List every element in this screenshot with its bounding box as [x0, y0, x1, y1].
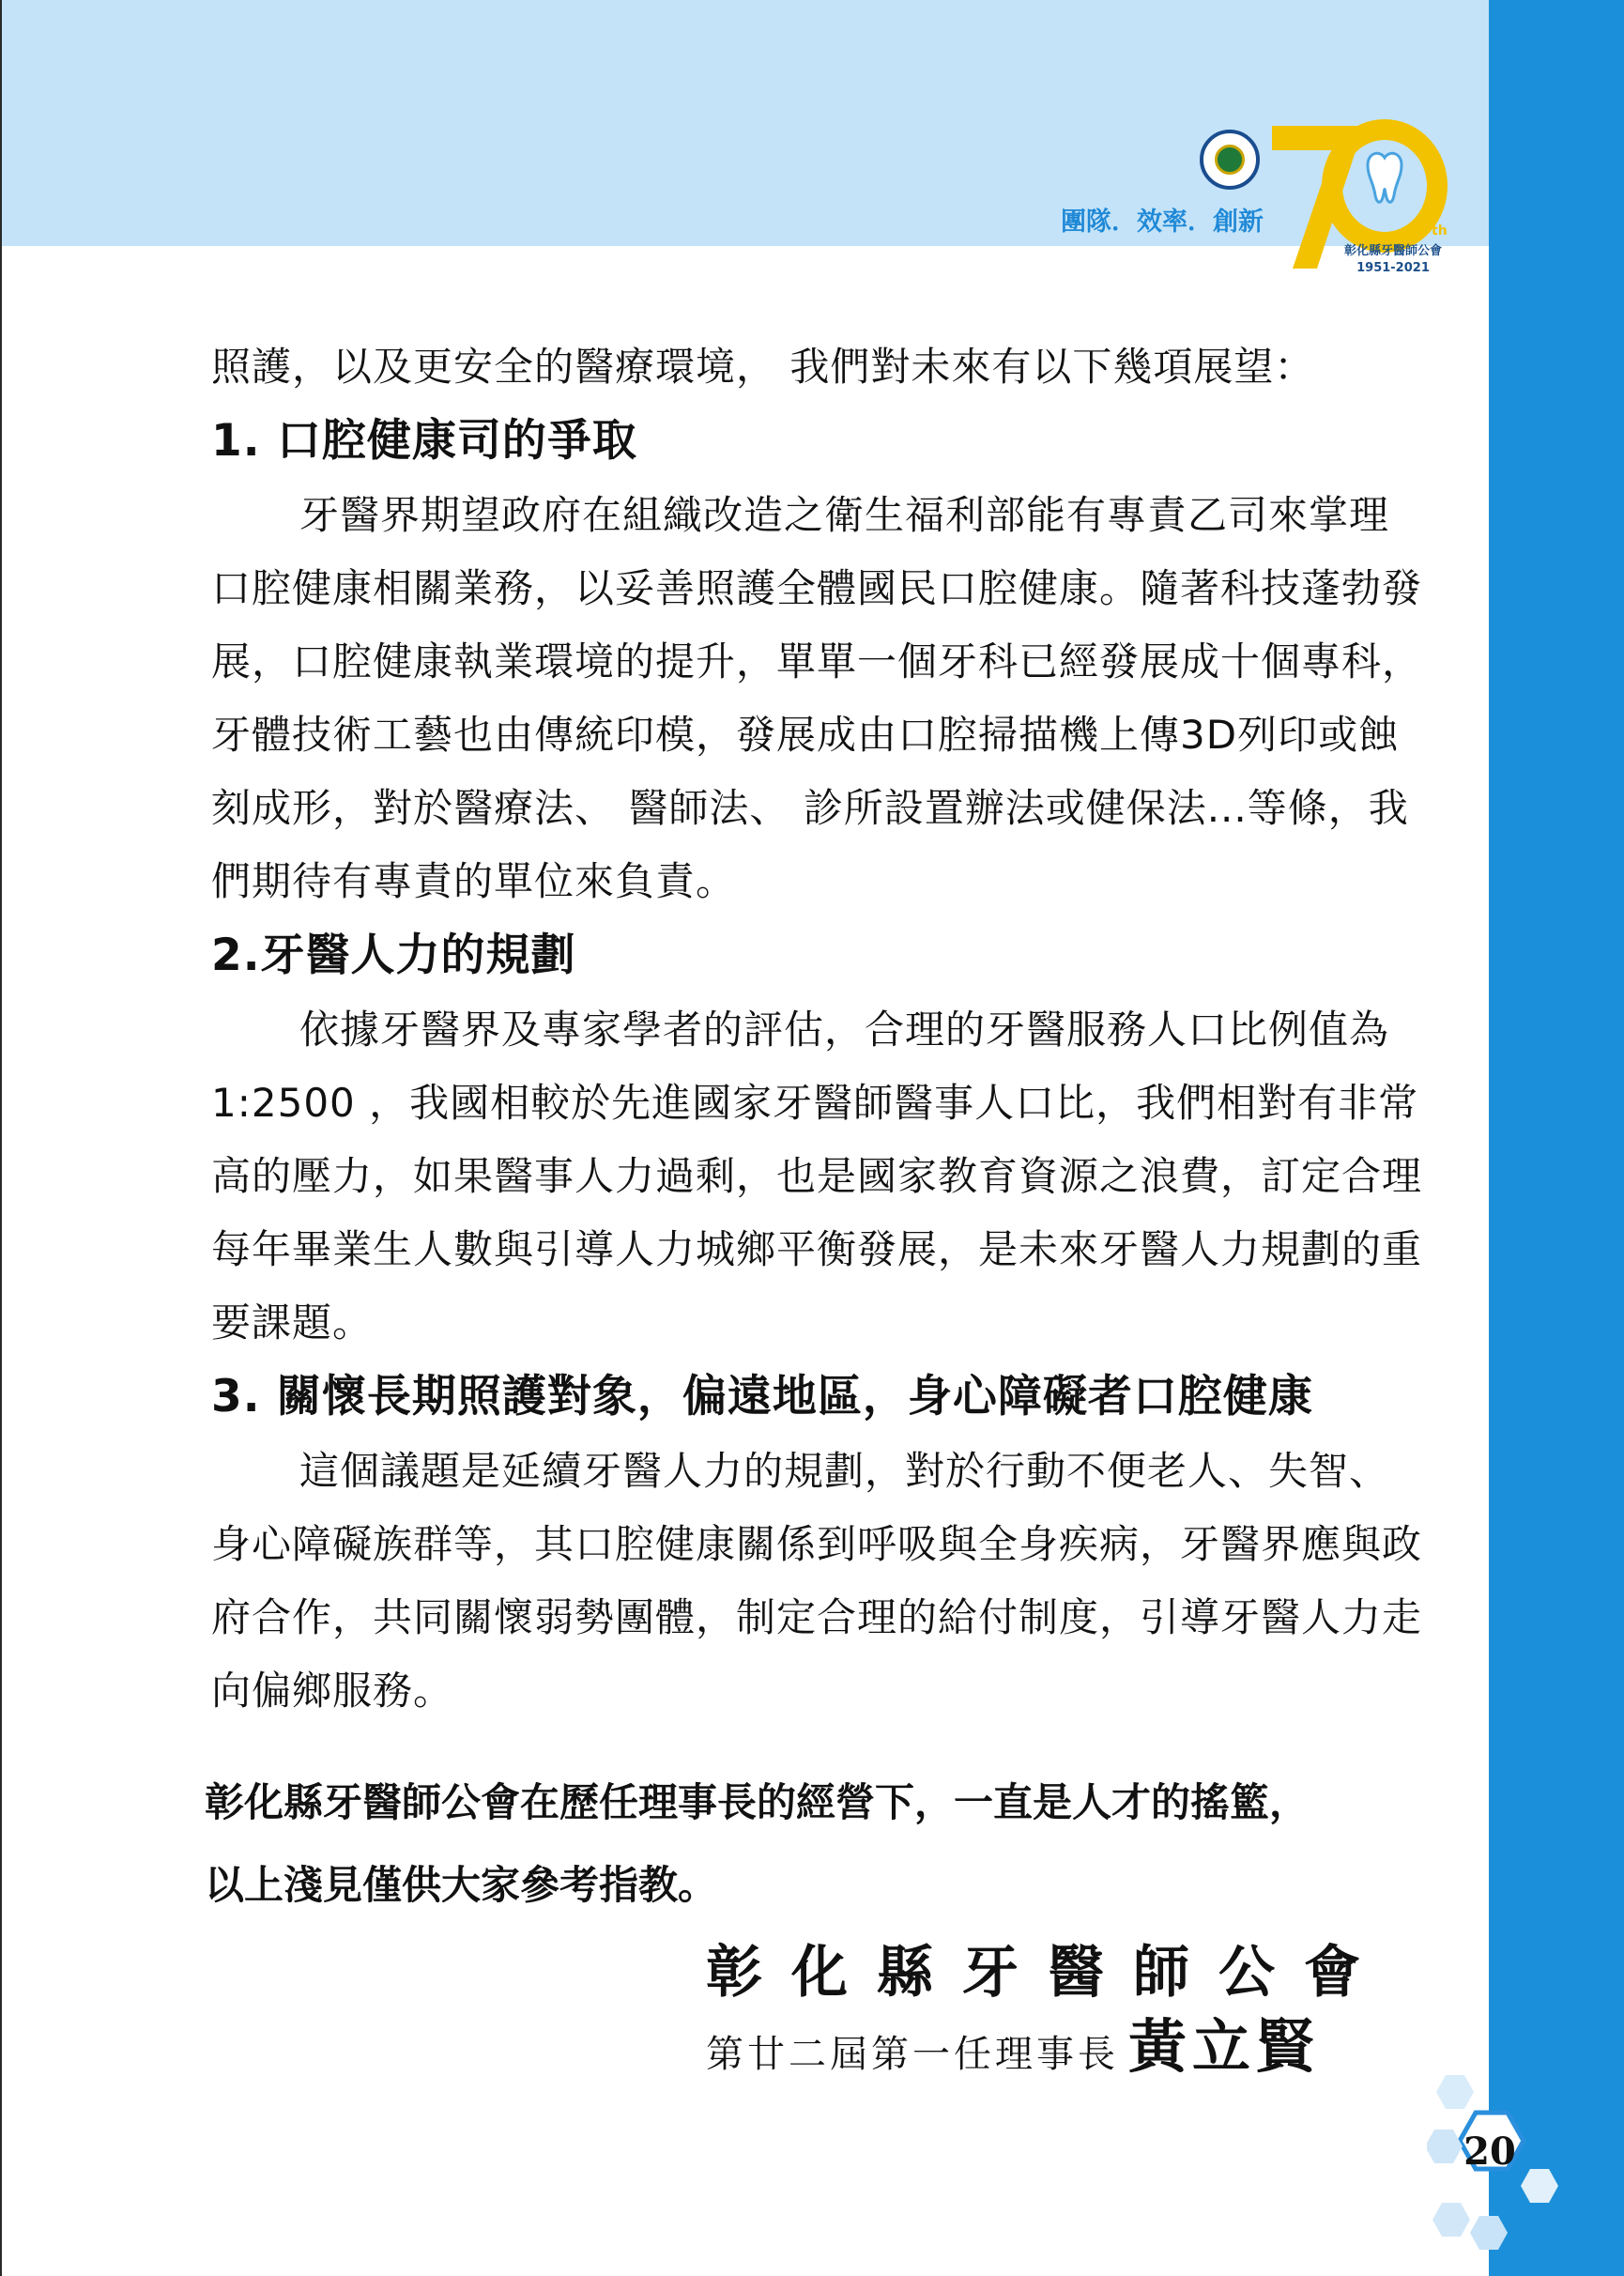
anniversary-org: 彰化縣牙醫師公會: [1343, 244, 1442, 258]
anniversary-caption: [1331, 243, 1455, 281]
closing-line-1: 彰化縣牙醫師公會在歷任理事長的經營下，一直是人才的搖籃，: [205, 1779, 1310, 1825]
closing-line-2: 以上淺見僅供大家參考指教。: [205, 1862, 718, 1908]
anniversary-years: 1951-2021: [1356, 261, 1430, 275]
page-number: 20: [1463, 2130, 1516, 2174]
svg-text:th: th: [1432, 223, 1448, 238]
section-body: 牙醫界期望政府在組織改造之衛生福利部能有專責乙司來掌理口腔健康相關業務，以妥善照護全體國民口腔健康。隨著科技蓬勃發展，口腔健康執業環境的提升，單單一個牙科已經發展成十個專科，牙體技術工藝也由傳統印模，發展成由口腔掃描機上傳3D列印或蝕刻成形，對於醫療法、 醫師法、 診所設置辦法或健保法...等條，我們期待有專責的單位來負責。: [211, 492, 1423, 904]
section-heading: 3. 關懷長期照護對象，偏遠地區，身心障礙者口腔健康: [211, 1371, 1313, 1422]
signature-title: 第廿二屆第一任理事長: [706, 2033, 1119, 2076]
signature-organization: 彰化縣牙醫師公會: [706, 1940, 1389, 2006]
tooth-icon: [1368, 153, 1402, 202]
intro-paragraph: 照護，以及更安全的醫療環境， 我們對未來有以下幾項展望：: [211, 344, 1315, 390]
closing-remarks: [205, 1761, 1463, 1927]
header-motto: 團隊．效率．創新: [1061, 208, 1264, 237]
section-body: 依據牙醫界及專家學者的評估，合理的牙醫服務人口比例值為 1:2500 ，我國相較於先進國家牙醫師醫事人口比，我們相對有非常高的壓力，如果醫事人力過剩，也是國家教育資源之浪費，訂定合理每年畢業生人數與引導人力城鄉平衡發展，是未來牙醫人力規劃的重要課題。: [211, 1007, 1423, 1346]
section-heading: 1. 口腔健康司的爭取: [211, 415, 637, 467]
main-content: [211, 331, 1422, 1728]
signature-name: 黃立賢: [1128, 2012, 1321, 2081]
section-body: 這個議題是延續牙醫人力的規劃，對於行動不便老人、失智、 身心障礙族群等，其口腔健康關係到呼吸與全身疾病，牙醫界應與政府合作，共同關懷弱勢團體，制定合理的給付制度，引導牙醫人力走向偏鄉服務。: [211, 1448, 1423, 1714]
side-color-strip: [1489, 0, 1624, 2276]
signature-line: [706, 2000, 1429, 2084]
section-heading: 2.牙醫人力的規劃: [211, 930, 576, 981]
